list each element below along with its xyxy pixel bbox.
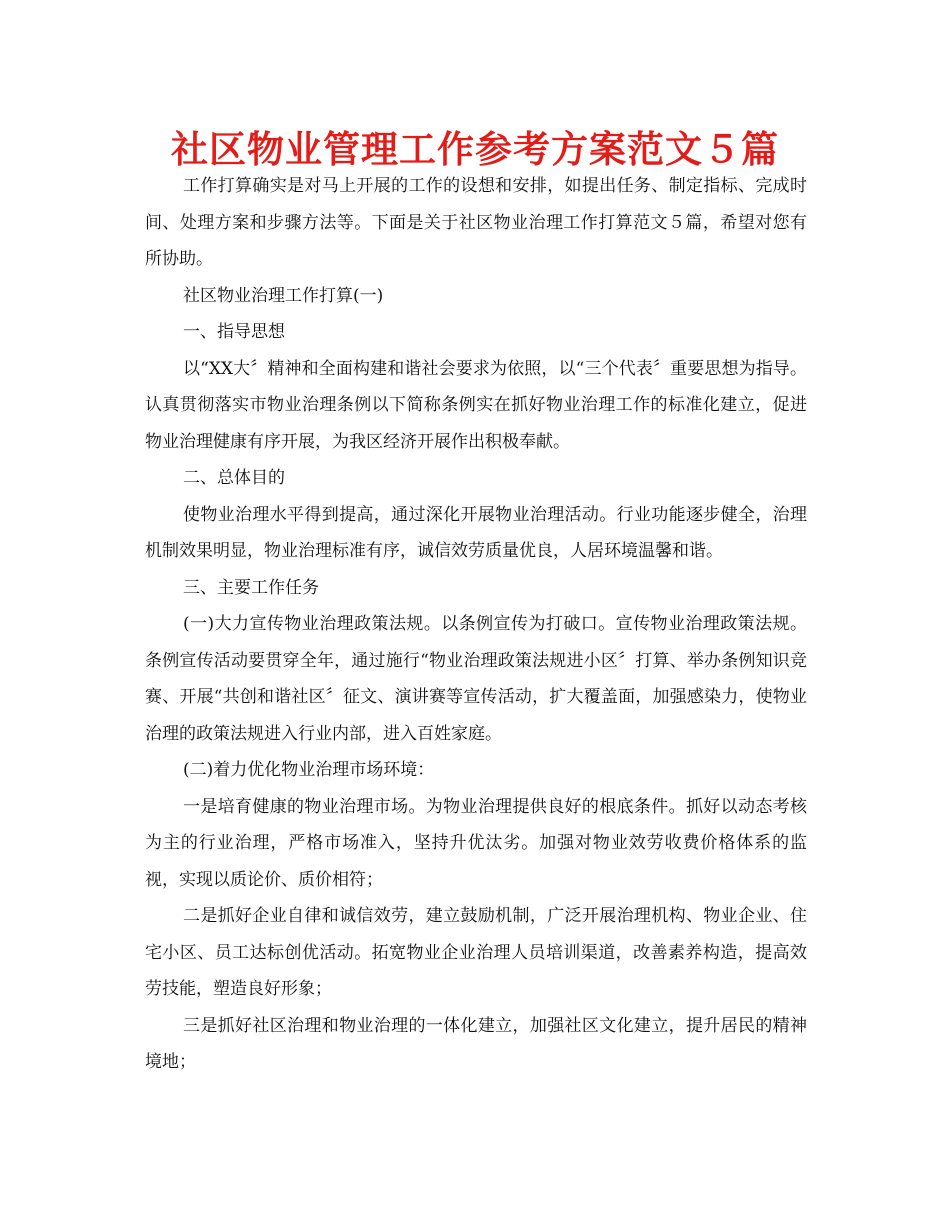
section-heading-guiding-ideology: 一、指导思想 [183, 322, 285, 342]
paragraph-guiding-ideology: 以“XX大〞精神和全面构建和谐社会要求为依照，以“三个代表〞重要思想为指导。认真贯彻落实市物业治理条例以下简称条例实在抓好物业治理工作的标准化建立，促进物业治理健康有序开展，为我区经济开展作出积极奉献。 [145, 358, 807, 452]
paragraph-task-2-heading: (二)着力优化物业治理市场环境： [183, 760, 435, 780]
section-heading-overall-goal: 二、总体目的 [183, 468, 285, 488]
paragraph-subtitle: 社区物业治理工作打算(一) [183, 285, 384, 306]
document-body [145, 168, 807, 1081]
paragraph-overall-goal: 使物业治理水平得到提高，通过深化开展物业治理活动。行业功能逐步健全，治理机制效果明显，物业治理标准有序，诚信效劳质量优良，人居环境温馨和谐。 [145, 504, 807, 561]
paragraph-task-2-item-2: 二是抓好企业自律和诚信效劳，建立鼓励机制，广泛开展治理机构、物业企业、住宅小区、员工达标创优活动。拓宽物业企业治理人员培训渠道，改善素养构造，提高效劳技能，塑造良好形象； [145, 906, 807, 999]
document-title: 社区物业管理工作参考方案范文５篇 [171, 128, 779, 171]
paragraph-intro: 工作打算确实是对马上开展的工作的设想和安排，如提出任务、制定指标、完成时间、处理方案和步骤方法等。下面是关于社区物业治理工作打算范文５篇，希望对您有所协助。 [145, 176, 807, 269]
paragraph-task-2-item-1: 一是培育健康的物业治理市场。为物业治理提供良好的根底条件。抓好以动态考核为主的行业治理，严格市场准入，坚持升优汰劣。加强对物业效劳收费价格体系的监视，实现以质论价、质价相符； [145, 796, 807, 890]
paragraph-task-1: (一)大力宣传物业治理政策法规。以条例宣传为打破口。宣传物业治理政策法规。条例宣传活动要贯穿全年，通过施行“物业治理政策法规进小区〞打算、举办条例知识竞赛、开展“共创和谐社区〞征文、演讲赛等宣传活动，扩大覆盖面，加强感染力，使物业治理的政策法规进入行业内部，进入百姓家庭。 [145, 614, 807, 744]
paragraph-task-2-item-3: 三是抓好社区治理和物业治理的一体化建立，加强社区文化建立，提升居民的精神境地； [145, 1015, 807, 1072]
section-heading-main-tasks: 三、主要工作任务 [183, 577, 319, 598]
